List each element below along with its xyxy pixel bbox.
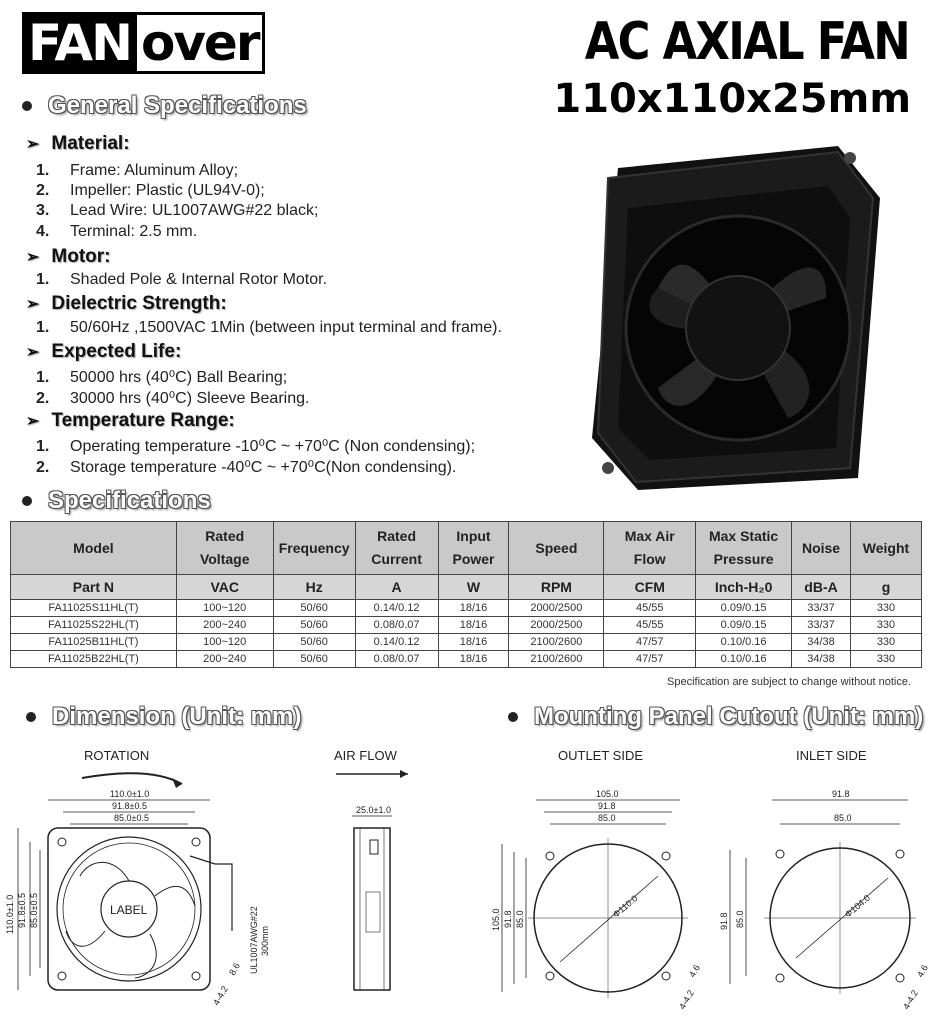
inlet-85-vert-label: 85.0 — [735, 910, 745, 928]
table-cell: FA11025S22HL(T) — [11, 617, 177, 634]
inlet-hole2-label: 4.6 — [915, 963, 930, 979]
dim-91-8-label: 91.8±0.5 — [112, 801, 147, 811]
table-unit-cell: RPM — [509, 575, 604, 600]
table-cell: 330 — [850, 617, 921, 634]
dim-110-label: 110.0±1.0 — [110, 789, 150, 799]
wire-label: UL1007AWG#22 — [249, 906, 259, 974]
list-item — [36, 457, 456, 477]
table-cell: 200~240 — [176, 617, 273, 634]
material-heading — [22, 133, 130, 155]
dim-85-vert-label: 85.0±0.5 — [29, 893, 39, 928]
table-cell: 34/38 — [792, 651, 851, 668]
cutout-heading-text: Mounting Panel Cutout (Unit: mm) — [534, 703, 924, 730]
header-text: Max Static Pressure — [708, 528, 779, 567]
table-cell: FA11025B22HL(T) — [11, 651, 177, 668]
table-cell: 50/60 — [273, 600, 355, 617]
header-text: Max Air Flow — [624, 528, 675, 567]
dim-85-label: 85.0±0.5 — [114, 813, 149, 823]
item-text: Shaded Pole & Internal Rotor Motor. — [70, 271, 328, 288]
inlet-hole-label: 4-4.2 — [901, 988, 920, 1011]
item-text: Impeller: Plastic (UL94V-0); — [70, 182, 265, 199]
item-text: Terminal: 2.5 mm. — [70, 223, 198, 240]
outlet-105-vert-label: 105.0 — [491, 908, 501, 931]
cutout-heading — [508, 703, 923, 731]
table-cell: 47/57 — [604, 651, 696, 668]
table-header-cell — [438, 522, 509, 575]
table-cell: 50/60 — [273, 634, 355, 651]
table-header-cell: Model — [11, 522, 177, 575]
bullet-dot-icon — [26, 712, 36, 722]
list-item — [36, 319, 502, 337]
list-item — [36, 162, 238, 180]
item-number: 2. — [36, 459, 50, 476]
table-header-cell: Frequency — [273, 522, 355, 575]
item-number: 4. — [36, 223, 50, 240]
outlet-85-label: 85.0 — [598, 813, 616, 823]
table-header-cell — [696, 522, 792, 575]
inlet-91-8-label: 91.8 — [832, 789, 850, 799]
bullet-dot-icon — [508, 712, 518, 722]
table-cell: 2000/2500 — [509, 617, 604, 634]
table-header-cell: Speed — [509, 522, 604, 575]
table-unit-cell: dB-A — [792, 575, 851, 600]
expected-life-heading — [22, 341, 181, 363]
item-number: 2. — [36, 390, 50, 407]
table-unit-cell: VAC — [176, 575, 273, 600]
table-cell: 45/55 — [604, 600, 696, 617]
table-cell: 0.09/0.15 — [696, 600, 792, 617]
expected-life-title: Expected Life: — [51, 341, 182, 362]
spec-disclaimer-note: Specification are subject to change without notice. — [667, 676, 911, 688]
item-text: 50000 hrs (40⁰C) Ball Bearing; — [70, 369, 288, 386]
outlet-hole2-label: 4.6 — [687, 963, 702, 979]
specifications-heading — [22, 487, 211, 515]
item-text: 50/60Hz ,1500VAC 1Min (between input terminal and frame). — [70, 319, 502, 336]
arrow-icon: ➢ — [26, 296, 40, 313]
table-cell: 18/16 — [438, 634, 509, 651]
motor-heading — [22, 246, 111, 268]
table-cell: 50/60 — [273, 651, 355, 668]
list-item — [36, 202, 318, 220]
hole-label: 4-4.2 — [211, 984, 230, 1007]
label-text: LABEL — [110, 903, 148, 917]
table-header-row — [11, 522, 922, 575]
hole2-label: 8.6 — [227, 961, 242, 977]
header-text: Rated Current — [371, 528, 422, 567]
list-item — [36, 436, 475, 456]
outlet-85-vert-label: 85.0 — [515, 910, 525, 928]
inlet-85-label: 85.0 — [834, 813, 852, 823]
dielectric-heading — [22, 293, 227, 315]
table-cell: 2100/2600 — [509, 634, 604, 651]
item-text: Frame: Aluminum Alloy; — [70, 162, 239, 179]
table-row — [11, 634, 922, 651]
general-spec-heading-text: General Specifications — [48, 92, 307, 119]
item-text: Operating temperature -10⁰C ~ +70⁰C (Non condensing); — [70, 438, 476, 455]
table-cell: 0.14/0.12 — [355, 600, 438, 617]
bullet-dot-icon — [22, 496, 32, 506]
dielectric-title: Dielectric Strength: — [51, 293, 227, 314]
table-cell: 33/37 — [792, 617, 851, 634]
outlet-91-8-label: 91.8 — [598, 801, 616, 811]
item-number: 2. — [36, 182, 50, 199]
outlet-cutout-drawing — [488, 766, 708, 1018]
header-text: Input Power — [452, 528, 495, 567]
dimension-heading — [26, 703, 301, 731]
list-item — [36, 367, 287, 387]
table-cell: 330 — [850, 600, 921, 617]
fan-front-view-drawing — [0, 766, 300, 1018]
arrow-icon: ➢ — [26, 413, 40, 430]
arrow-icon: ➢ — [26, 249, 40, 266]
list-item — [36, 388, 309, 408]
table-cell: 2000/2500 — [509, 600, 604, 617]
item-number: 1. — [36, 162, 50, 179]
item-text: Lead Wire: UL1007AWG#22 black; — [70, 202, 319, 219]
table-cell: 0.10/0.16 — [696, 634, 792, 651]
dim-25-label: 25.0±1.0 — [356, 805, 391, 815]
temperature-heading — [22, 410, 235, 432]
table-unit-cell: CFM — [604, 575, 696, 600]
table-cell: FA11025S11HL(T) — [11, 600, 177, 617]
dim-91-8-vert-label: 91.8±0.5 — [17, 893, 27, 928]
outlet-hole-label: 4-4.2 — [677, 988, 696, 1011]
table-cell: 2100/2600 — [509, 651, 604, 668]
table-header-cell — [176, 522, 273, 575]
table-cell: 100~120 — [176, 600, 273, 617]
table-cell: 0.10/0.16 — [696, 651, 792, 668]
logo-fan-text: FAN — [22, 12, 137, 74]
outlet-105-label: 105.0 — [596, 789, 619, 799]
table-unit-cell: W — [438, 575, 509, 600]
table-cell: FA11025B11HL(T) — [11, 634, 177, 651]
table-header-cell — [355, 522, 438, 575]
item-number: 1. — [36, 438, 50, 455]
arrow-icon: ➢ — [26, 344, 40, 361]
table-unit-cell: Inch-H₂0 — [696, 575, 792, 600]
table-cell: 50/60 — [273, 617, 355, 634]
page-subtitle-size: 110x110x25mm — [553, 76, 911, 122]
header-text: Rated Voltage — [199, 528, 250, 567]
table-cell: 100~120 — [176, 634, 273, 651]
table-cell: 45/55 — [604, 617, 696, 634]
item-number: 1. — [36, 271, 50, 288]
inlet-91-8-vert-label: 91.8 — [719, 912, 729, 930]
table-unit-cell: A — [355, 575, 438, 600]
table-row — [11, 600, 922, 617]
dimension-heading-text: Dimension (Unit: mm) — [52, 703, 302, 730]
rotation-label: ROTATION — [84, 748, 150, 763]
table-cell: 33/37 — [792, 600, 851, 617]
general-spec-heading — [22, 92, 307, 120]
table-header-cell — [604, 522, 696, 575]
item-text: Storage temperature -40⁰C ~ +70⁰C(Non condensing). — [70, 459, 457, 476]
table-cell: 47/57 — [604, 634, 696, 651]
item-number: 3. — [36, 202, 50, 219]
table-cell: 0.14/0.12 — [355, 634, 438, 651]
motor-title: Motor: — [51, 246, 111, 267]
table-unit-cell: Hz — [273, 575, 355, 600]
arrow-icon: ➢ — [26, 136, 40, 153]
table-cell: 18/16 — [438, 651, 509, 668]
table-cell: 18/16 — [438, 600, 509, 617]
table-unit-cell: g — [850, 575, 921, 600]
table-row — [11, 651, 922, 668]
table-cell: 330 — [850, 634, 921, 651]
table-cell: 34/38 — [792, 634, 851, 651]
specifications-table — [10, 521, 922, 668]
page-title: AC AXIAL FAN — [584, 12, 909, 72]
table-row — [11, 617, 922, 634]
list-item — [36, 271, 327, 289]
fan-product-photo — [588, 138, 884, 498]
table-cell: 0.08/0.07 — [355, 651, 438, 668]
wire-length-label: 300mm — [260, 925, 270, 956]
outlet-91-8-vert-label: 91.8 — [503, 910, 513, 928]
outlet-side-label: OUTLET SIDE — [558, 748, 644, 763]
table-cell: 330 — [850, 651, 921, 668]
inlet-diameter-label: Φ104.0 — [842, 892, 873, 920]
table-cell: 0.09/0.15 — [696, 617, 792, 634]
item-number: 1. — [36, 369, 50, 386]
inlet-side-label: INLET SIDE — [796, 748, 867, 763]
table-header-cell: Noise — [792, 522, 851, 575]
inlet-cutout-drawing — [712, 766, 932, 1018]
list-item — [36, 223, 197, 241]
material-title: Material: — [51, 133, 130, 154]
specifications-heading-text: Specifications — [48, 487, 211, 514]
table-cell: 200~240 — [176, 651, 273, 668]
table-header-cell: Weight — [850, 522, 921, 575]
brand-logo — [22, 12, 265, 74]
airflow-label: AIR FLOW — [334, 748, 397, 763]
rotation-arrow-icon — [82, 773, 182, 784]
table-units-row — [11, 575, 922, 600]
item-number: 1. — [36, 319, 50, 336]
dim-110-vert-label: 110.0±1.0 — [5, 894, 15, 934]
temperature-title: Temperature Range: — [51, 410, 235, 431]
table-unit-cell: Part N — [11, 575, 177, 600]
table-cell: 0.08/0.07 — [355, 617, 438, 634]
logo-over-text: over — [137, 12, 266, 74]
item-text: 30000 hrs (40⁰C) Sleeve Bearing. — [70, 390, 310, 407]
fan-side-view-drawing — [330, 766, 430, 1018]
airflow-arrow-icon — [400, 770, 408, 778]
bullet-dot-icon — [22, 101, 32, 111]
list-item — [36, 182, 265, 200]
outlet-diameter-label: Φ110.0 — [610, 893, 640, 920]
table-cell: 18/16 — [438, 617, 509, 634]
